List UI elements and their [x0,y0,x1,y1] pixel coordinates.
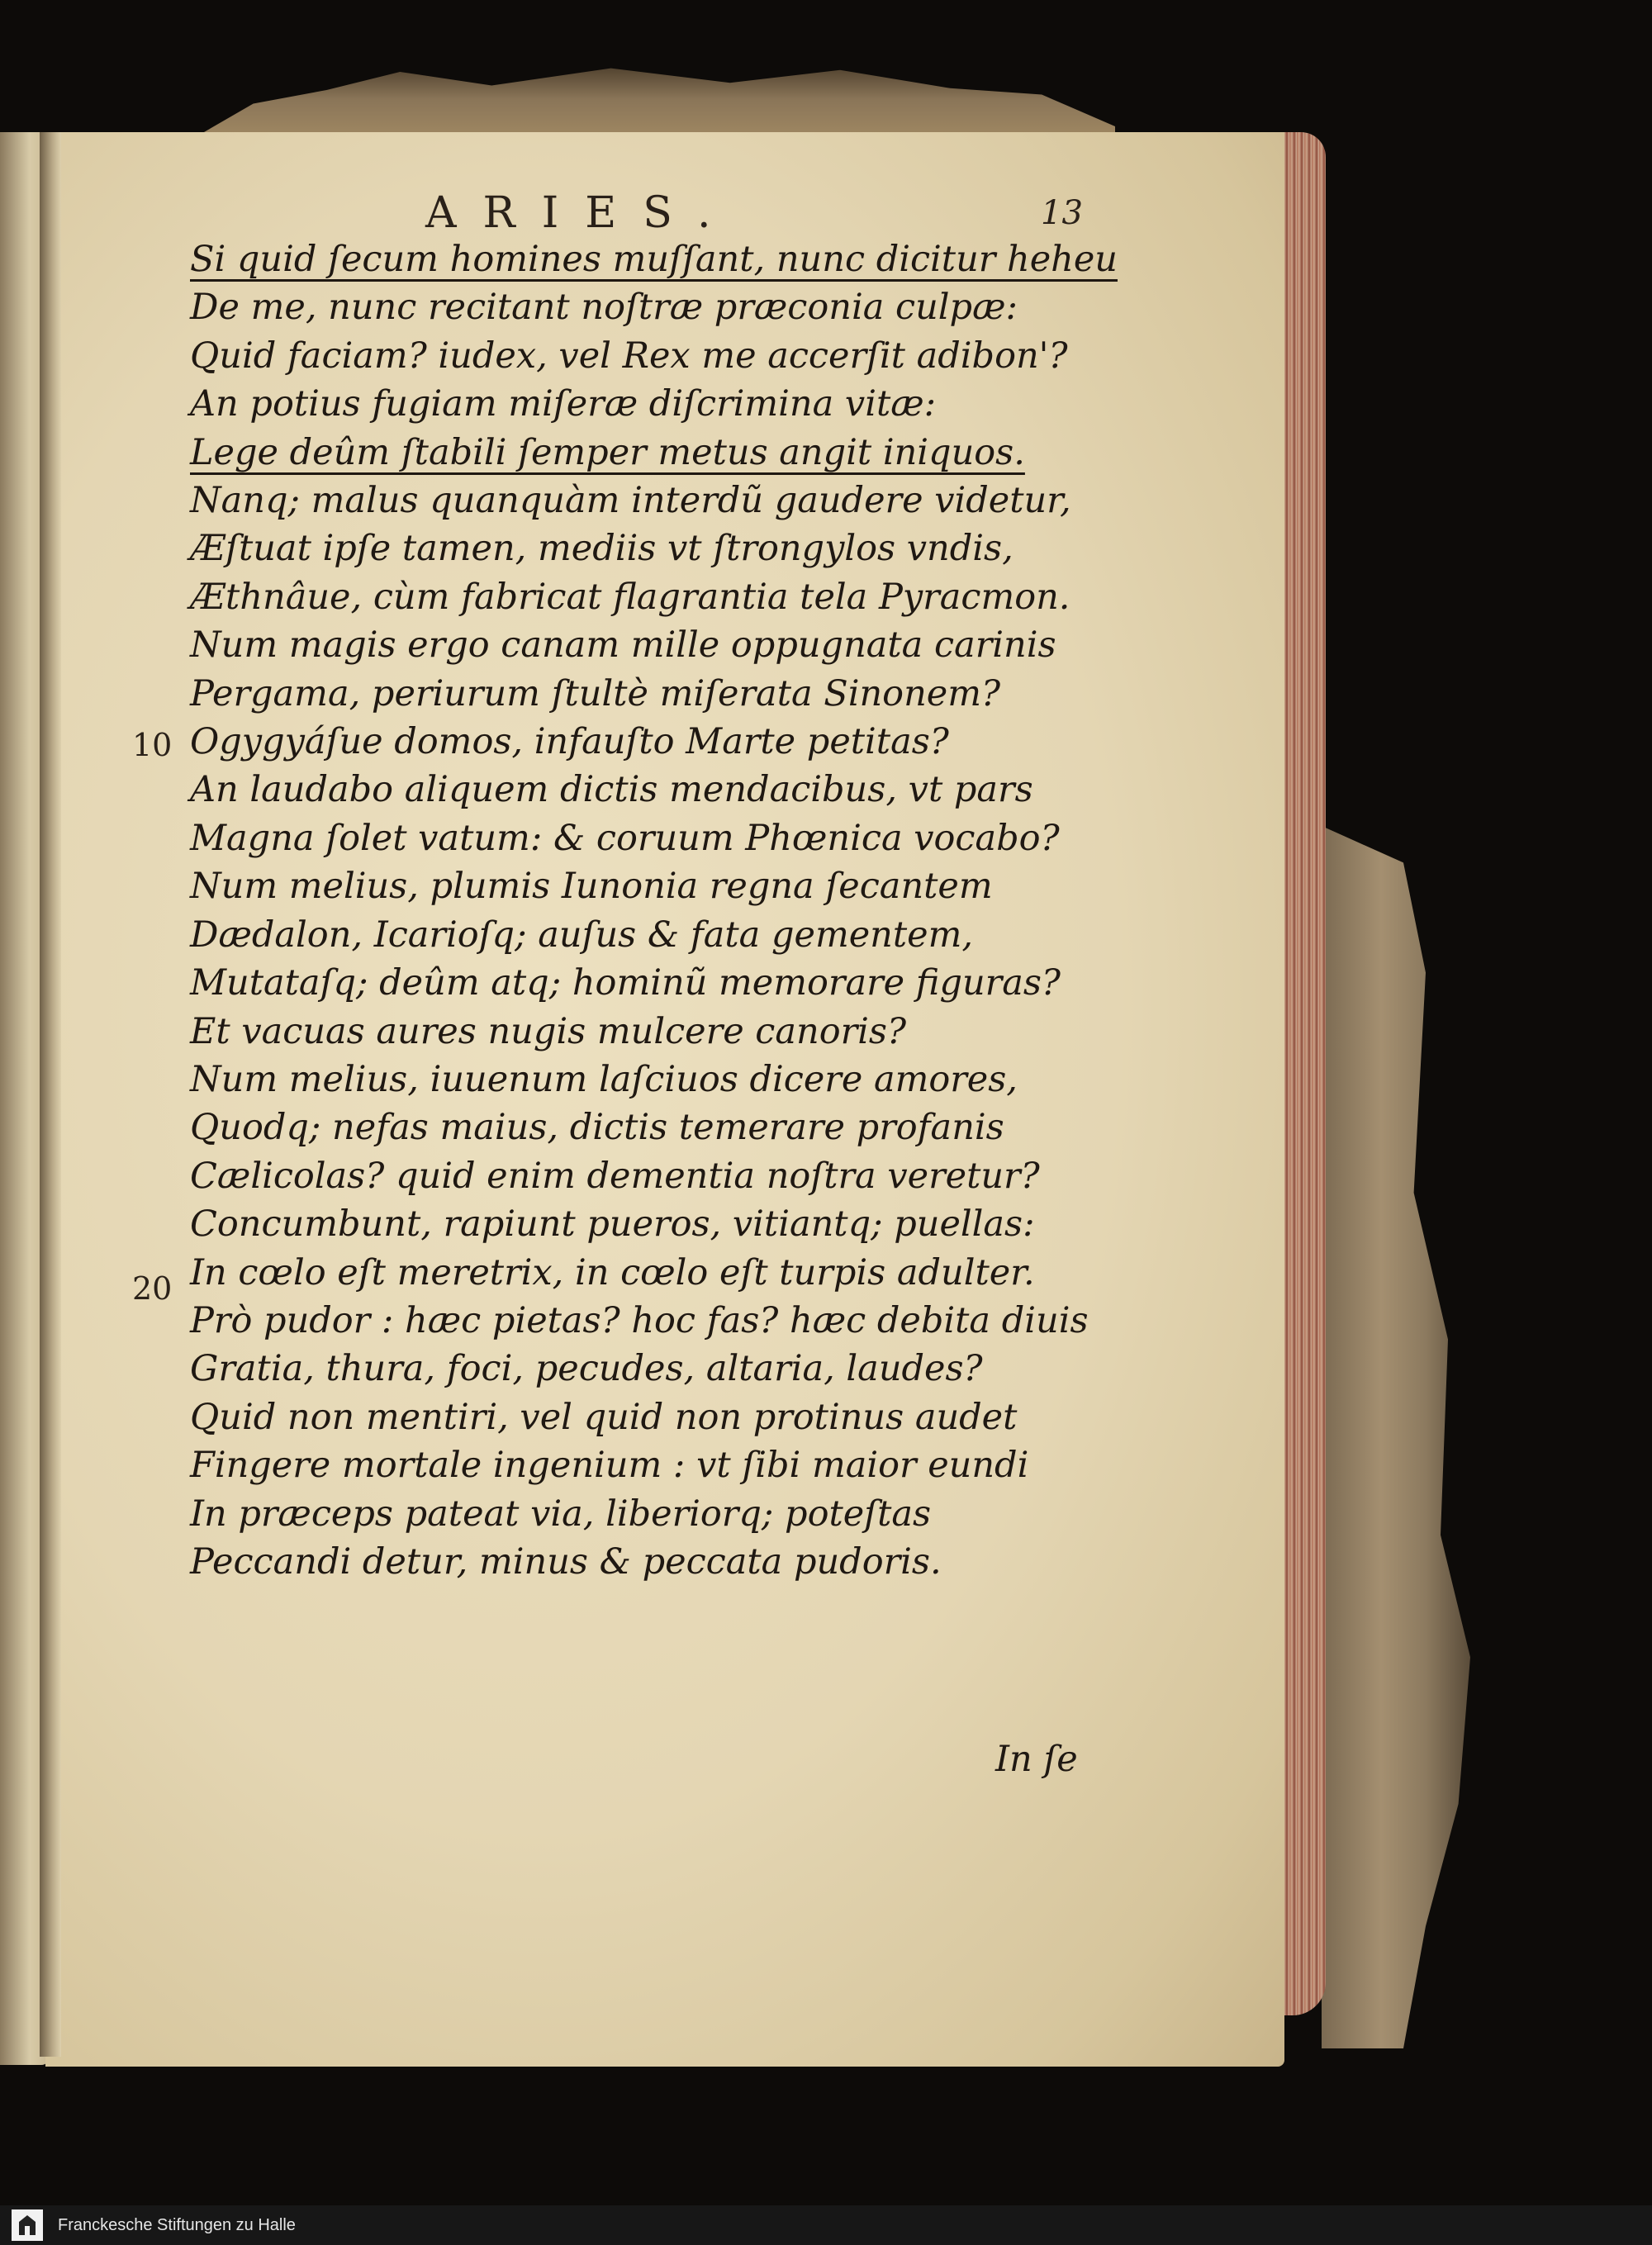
running-head: ARIES. [425,188,738,238]
institution-name: Franckesche Stiftungen zu Halle [58,2215,296,2234]
verse-line: Quid non mentiri, vel quid non protinus audet [190,1396,1018,1438]
verse-line: Num melius, plumis Iunonia regna ſecantem [190,866,993,908]
page-number: 13 [1041,194,1083,232]
verse-line: Peccandi detur, minus & peccata pudoris. [190,1540,942,1583]
page-gutter [40,132,61,2057]
verse-line: Quid faciam? iudex, vel Rex me accerſit adibon'? [190,335,1068,377]
verse-line: An potius fugiam miſeræ diſcrimina vitæ: [190,383,937,425]
verse-line: Prò pudor : hæc pietas? hoc fas? hæc debita diuis [190,1299,1089,1341]
verse-line: Mutataſq; deûm atq; hominũ memorare figuras? [190,962,1061,1004]
verse-line: In præceps pateat via, liberiorq; poteſtas [190,1493,932,1535]
verse-line: Æthnâue, cùm fabricat flagrantia tela Pyracmon. [190,576,1070,618]
verse-line: Dædalon, Icarioſq; auſus & fata gementem, [190,914,974,956]
verse-line: Concumbunt, rapiunt pueros, vitiantq; puellas: [190,1203,1035,1246]
viewer-footer [0,2205,1652,2245]
verse-line: Pergama, periurum ſtultè miſerata Sinonem? [190,672,1001,714]
line-number-20: 20 [132,1270,173,1307]
verse-line: Nanq; malus quanquàm interdũ gaudere videtur, [190,480,1071,522]
verse-line: Ogygyáſue domos, infauſto Marte petitas? [190,721,949,763]
verse-line: Num magis ergo canam mille oppugnata carinis [190,624,1056,667]
verse-line: In cœlo eſt meretrix, in cœlo eſt turpis adulter. [190,1251,1035,1293]
verse-line: An laudabo aliquem dictis mendacibus, vt pars [190,769,1033,811]
verse-line: Et vacuas aures nugis mulcere canoris? [190,1010,907,1052]
institution-logo-icon [12,2209,43,2241]
verse-line: Cælicolas? quid enim dementia noſtra veretur? [190,1155,1040,1197]
binding-fragment-right [1322,826,1470,2048]
verse-text [190,235,1118,1586]
verse-line: Si quid ſecum homines muſſant, nunc dicitur heheu [190,239,1118,280]
verse-line: Quodq; nefas maius, dictis temerare profanis [190,1107,1004,1149]
verse-line: Gratia, thura, foci, pecudes, altaria, laudes? [190,1348,983,1390]
verse-line: Lege deûm ſtabili ſemper metus angit iniquos. [190,431,1025,473]
verse-line: De me, nunc recitant noſtræ præconia culpæ: [190,287,1018,329]
line-number-10: 10 [132,727,173,763]
verse-line: Fingere mortale ingenium : vt ſibi maior eundi [190,1445,1029,1487]
verse-line: Magna ſolet vatum: & coruum Phœnica vocabo? [190,817,1060,859]
catchword: In ſe [995,1739,1078,1780]
verse-line: Num melius, iuuenum laſciuos dicere amores, [190,1058,1018,1100]
verse-line: Æſtuat ipſe tamen, mediis vt ſtrongylos vndis, [190,528,1014,570]
